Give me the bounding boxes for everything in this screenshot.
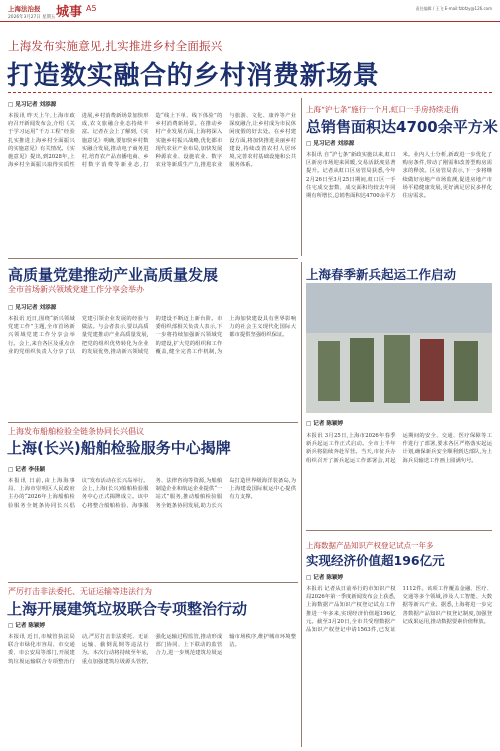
article6-body: 本报讯 近日,市城管执法局联合市绿化市容局、市交通委、市公安局等部门,开展建筑垃圾运输联合专项整治行动,严厉打击非法委托、无证运输、偷倒乱倒等违法行为。本次行动将持续至年底,重点加强建筑垃圾源头管控,强化运输过程监管,推动形成部门协同、上下联动的监管合力,进一步规范建筑垃圾运输市场秩序,维护城市环境整洁。 <box>8 634 296 665</box>
article5-byline: □ 记者 李佳颖 <box>8 467 46 473</box>
article6-top-rule <box>8 582 298 583</box>
article5-top-rule <box>8 422 298 423</box>
article6-headline: 上海开展建筑垃圾联合专项整治行动 <box>7 600 248 618</box>
article3-byline: □ 记者 陈颖婷 <box>306 421 344 427</box>
header-rule <box>0 21 500 22</box>
article1-headline: 打造数实融合的乡村消费新场景 <box>7 61 380 91</box>
article7-headline: 实现经济价值超196亿元 <box>306 553 445 568</box>
article1-body: 本报讯 昨天上午,上海市政府召开新闻发布会,介绍《关于学习运用“千万工程”经验扎实推进上海乡村全面振兴的实施意见》有关情况。《实施意见》提出,到2028年,上海乡村全面振兴取得实质性进展,乡村消费新场景加快形成,农文旅融合业态持续丰富。记者在会上了解到,《实施意见》明确,要加快乡村数实融合发展,推动电子商务进村,培育农产品直播电商、乡村数字消费等新业态,打造“线上下单、线下体验”的乡村消费新场景。在推动乡村产业发展方面,上海将深入实施乡村振兴战略,优化都市现代农业产业布局,加快发展种源农业、设施农业、数字农业等新质生产力,推进农业与旅游、文化、康养等产业深度融合,让乡村成为市民休闲度假的好去处。在乡村建设方面,将加快推进美丽乡村建设,持续改善农村人居环境,完善农村基础设施和公共服务体系。 <box>8 113 296 169</box>
page-code: A5 <box>86 4 97 13</box>
article4-byline: □ 见习记者 刘添源 <box>8 305 57 311</box>
recruit-photo-image <box>306 283 492 413</box>
right-column-divider <box>301 262 302 747</box>
article1-rule <box>8 92 492 93</box>
article3-body: 本报讯 3月25日,上海市2026年春季新兵起运工作正式启动。全市上半年新兵将陆续奔赴军营。当天,市征兵办组织召开了新兵起运工作部署会,对起运期间的安全、交通、医疗保障等工作进行了部署,要求各区严格落实起运计划,确保新兵安全顺利到达部队,为上海兵员输送工作画上圆满句号。 <box>306 433 492 464</box>
article5-body: 本报讯 日前,由上海海事局、上海市崇明区人民政府主办的“2026年上海船舶检验服务全链条协同长兴倡议”发布活动在长兴岛举行。会上,上海(长兴)船舶检验服务中心正式揭牌成立。该中心将整合船舶检验、海事服务、法律咨询等资源,为船舶制造企业和航运企业提供“一站式”服务,推动船舶检验服务全链条协同发展,助力长兴岛打造世界级海洋装备岛,为上海建设国际航运中心提供有力支撑。 <box>8 478 296 509</box>
article7-body: 本报讯 记者从日前举行的市知识产权局2026年第一季度新闻发布会上获悉,上海数据产品知识产权登记试点工作推进一年多来,实现经济价值超196亿元。截至3月20日,全市共受理数据产品知识产权登记申请1563件,已发证1112件。该项工作覆盖金融、医疗、交通等多个领域,涉及人工智能、大数据等新兴产业。据悉,上海将进一步完善数据产品知识产权登记制度,加强登记成果运用,推动数据要素价值释放。 <box>306 586 492 634</box>
article5-kicker: 上海发布船舶检验全链条协同长兴倡议 <box>8 427 144 436</box>
article1-byline: □ 见习记者 刘添源 <box>8 102 57 108</box>
editor-line: 责任编辑 / 王飞 E-mail:fzbfzy@126.com <box>415 6 492 11</box>
article6-byline: □ 记者 陈颖婷 <box>8 623 46 629</box>
article2-headline: 总销售面积达4700余平方米 <box>306 118 498 136</box>
article4-top-rule <box>8 258 298 259</box>
article6-kicker: 严厉打击非法委托、无证运输等违法行为 <box>8 587 152 596</box>
article2-kicker: 上海“沪七条”施行一个月,虹口一手房持续走俏 <box>306 105 459 114</box>
article7-top-rule <box>306 530 492 531</box>
article1-kicker: 上海发布实施意见,扎实推进乡村全面振兴 <box>8 39 223 53</box>
article7-byline: □ 记者 陈颖婷 <box>306 575 344 581</box>
article5-headline: 上海(长兴)船舶检验服务中心揭牌 <box>7 439 231 457</box>
article1-divider <box>301 98 302 256</box>
article4-headline: 高质量党建推动产业高质量发展 <box>8 266 219 284</box>
article4-body: 本报讯 近日,围绕“新兴领域党建工作”主题,全市首场新兴领域党建工作分享会举行。会上,来自各区及重点企业的党组织负责人分享了以党建引领企业发展的经验与做法。与会者表示,要以高质量党建推动产业高质量发展,把党的组织优势转化为企业的发展优势,推动新兴领域党的建设不断迈上新台阶。市委组织部相关负责人表示,下一步将持续加强新兴领域党的建设,扩大党的组织和工作覆盖,健全完善工作机制,为上海加快建设具有世界影响力的社会主义现代化国际大都市提供坚强组织保证。 <box>8 316 296 355</box>
recruit-photo <box>306 283 492 413</box>
article4-subhead: 全市首场新兴领域党建工作分享会举办 <box>8 285 144 294</box>
article2-body: 本报讯 自“沪七条”新政实施以来,虹口区新房市场迎来回暖,交易活跃度显著提升。记者从虹口区房管局获悉,今年2月26日至3月25日期间,虹口区一手住宅成交套数、成交面积均较去年同期有所增长,总销售面积达4700余平方米。业内人士分析,新政进一步优化了购房条件,带动了刚需和改善型购房需求的释放。区房管局表示,下一步将继续做好房地产市场监测,促进房地产市场平稳健康发展,更好满足居民多样化住房需求。 <box>306 152 492 200</box>
date-line: 2026年3月27日 星期五 <box>8 15 56 20</box>
article7-kicker: 上海数据产品知识产权登记试点一年多 <box>306 541 434 550</box>
article2-byline: □ 见习记者 刘添源 <box>306 141 355 147</box>
masthead: 上海法治报 <box>8 5 41 13</box>
article3-headline: 上海春季新兵起运工作启动 <box>306 267 457 282</box>
section-name: 城事 <box>56 5 83 20</box>
